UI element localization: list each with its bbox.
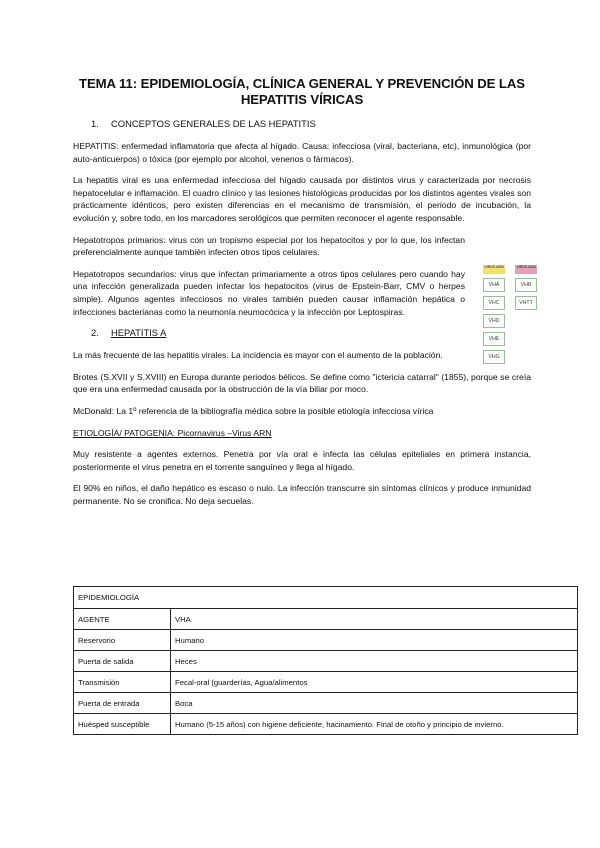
paragraph-primarios: Hepatotropos primarios: virus con un tropismo especial por los hepatocitos y por lo que, los infectan preferencialmente aunque también infecten otros tipos celulares. — [73, 234, 465, 258]
section-heading-1 — [91, 118, 531, 130]
section-number: 1. — [91, 118, 99, 129]
table-cell-label: AGENTE — [74, 609, 171, 630]
table-cell-label: Transmisión — [74, 672, 171, 693]
paragraph-resistente: Muy resistente a agentes externos. Penetra por vía oral e infecta las células epiteliales en primera instancia, posteriormente el virus penetra en el torrente sanguíneo y llega al hígado. — [73, 449, 531, 472]
epidemiology-table — [73, 586, 578, 735]
table-cell-value: Fecal-oral (guarderías, Agua/alimentos — [171, 672, 578, 693]
table-cell-value: Humano — [171, 630, 578, 651]
virus-cell: VHA — [483, 278, 505, 292]
title-line-2: HEPATITIS VÍRICAS — [240, 92, 364, 107]
document-page — [73, 76, 536, 729]
title-line-1: TEMA 11: EPIDEMIOLOGÍA, CLÍNICA GENERAL Y PREVENCIÓN DE LAS — [79, 76, 525, 91]
virus-cell: VHD — [483, 314, 505, 328]
virus-cell: VHB — [515, 278, 537, 292]
table-row — [74, 693, 578, 714]
paragraph-viral: La hepatitis viral es una enfermedad infecciosa del hígado causada por distintos virus y caracterizada por necrosis hepatocelular e inflamación. El cuadro clínico y las lesiones histológicas producidas por los distintos agentes virales son prácticamente idénticos, pero existen diferencias en el mecanismo de transmisión, el periodo de incubación, la evolución y, sobre todo, en los marcadores serológicos que permiten reconocer el agente responsable. — [73, 175, 531, 223]
dna-virus-header: VIRUS ADN — [515, 265, 537, 274]
virus-cell: VHG — [483, 350, 505, 364]
virus-cell: VHTT — [515, 296, 537, 310]
table-cell-value: Heces — [171, 651, 578, 672]
section-label: CONCEPTOS GENERALES DE LAS HEPATITIS — [111, 118, 316, 129]
table-cell-value: Boca — [171, 693, 578, 714]
table-row — [74, 714, 578, 735]
table-title-row — [74, 587, 578, 609]
paragraph-secundarios: Hepatotropos secundarios: virus que infectan primariamente a otros tipos celulares pero cuando hay una infección generalizada pueden infectar los hepatocitos (virus de Epstein-Barr, CMV o herpes simple). Algunos agentes infecciosos no virales también pueden causar inflamación hepática o infecciones bacterianas como la neumonía neumocócica y la infección por Leptospiras. — [73, 268, 465, 317]
dna-virus-column — [515, 265, 537, 310]
table-cell-label: Huésped susceptible — [74, 714, 171, 735]
section-heading-2 — [91, 327, 531, 339]
virus-classification-figure — [483, 265, 539, 369]
table-row — [74, 609, 578, 630]
paragraph-90: El 90% en niños, el daño hepático es escaso o nulo. La infección transcurre sin síntomas clínicos y produce inmunidad permanente. No se cronifica. No deja secuelas. — [73, 483, 531, 506]
table-cell-value: VHA — [171, 609, 578, 630]
section-label: HEPATITIS A — [111, 327, 167, 339]
rna-virus-column — [483, 265, 505, 364]
table-row — [74, 672, 578, 693]
table-row — [74, 630, 578, 651]
table-cell-label: Puerta de entrada — [74, 693, 171, 714]
etiologia-heading: ETIOLOGÍA/ PATOGENIA: Picornavirus –Virus ARN — [73, 427, 272, 438]
paragraph-brotes: Brotes (S.XVII y S.XVIII) en Europa durante periodos bélicos. Se define como "ictericia catarral" (1855), porque se creía que era una enfermedad causada por la obstrucción de la vía biliar por moco. — [73, 371, 531, 395]
table-row — [74, 651, 578, 672]
virus-cell: VHC — [483, 296, 505, 310]
table-cell-label: Reservorio — [74, 630, 171, 651]
table-cell-value: Humano (5-15 años) con higiene deficiente, hacinamiento. Final de otoño y principio de invierno. — [171, 714, 578, 735]
paragraph-frecuente: La más frecuente de las hepatitis virales. La incidencia es mayor con el aumento de la población. — [73, 350, 443, 361]
paragraph-mcdonald: McDonald: La 1º referencia de la bibliografía médica sobre la posible etiología infecciosa vírica — [73, 405, 434, 416]
paragraph-hepatitis: HEPATITIS: enfermedad inflamatoria que afecta al hígado. Causa: infecciosa (viral, bacteriana, etc), inmunológica (por auto-anticuerpos) o tóxica (por ejemplo por alcohol, venenos o fármacos). — [73, 141, 531, 164]
table-cell-label: Puerta de salida — [74, 651, 171, 672]
virus-cell: VHE — [483, 332, 505, 346]
section-number: 2. — [91, 327, 99, 339]
page-title — [73, 76, 531, 108]
table-title: EPIDEMIOLOGÍA — [74, 587, 578, 609]
rna-virus-header: VIRUS ARN — [483, 265, 505, 274]
